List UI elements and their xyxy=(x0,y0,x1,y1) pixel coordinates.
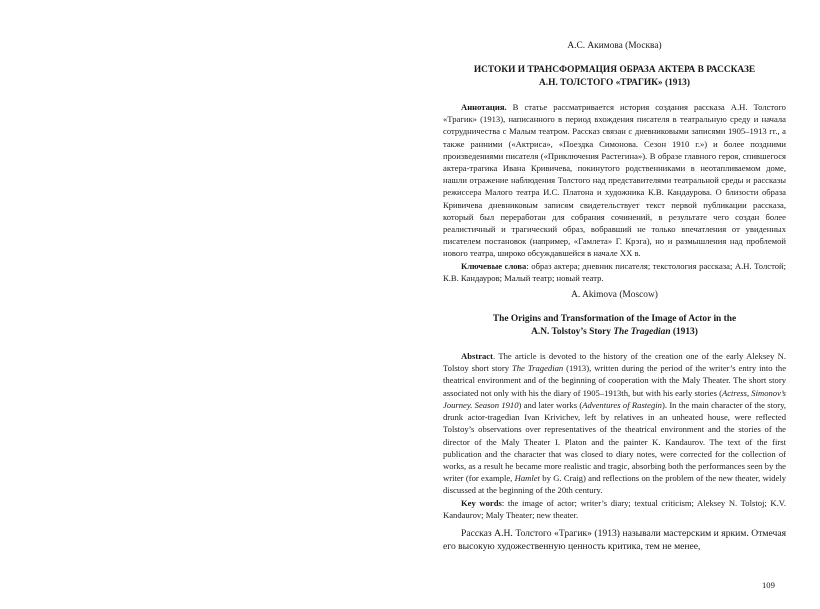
abstract-en-italic-2: Actress xyxy=(721,387,747,398)
abstract-en-text-5: ). In the main character of the story, drunk actor-tragedian Ivan Krivichev, left by relatives in an unheated house, were reflected Tolstoy’s observations over representatives of the theatrical environment and the stories of the director of the Maly Theater I. Platon and the painter K. Kandaurov. The text of the first publication and the character that was closed to diary notes, were corrected for the collection of works, as a result he became more realistic and tragic, absorbing both the performances seen by the writer (for example, xyxy=(443,399,786,484)
page-number: 109 xyxy=(762,580,775,590)
article-page xyxy=(443,40,786,554)
abstract-ru-text: В статье рассматривается история создания рассказа А.Н. Толстого «Трагик» (1913), написанного в период вхождения писателя в театральную среду и начала сотрудничества с Малым театром. Рассказ связан с дневниковыми записями 1905–1913 гг., а также ранними («Актриса», «Поездка Симонова. Сезон 1910 г.») и более поздними произведениями писателя («Приключения Растегина»). В образе главного героя, спившегося актера-трагика Ивана Кривичева, покинутого родственниками в неотапливаемом доме, нашли отражение наблюдения Толстого над представителями театральной среды и рассказы режиссера Малого театра И.С. Платона и художника К.В. Кандаурова. О близости образа Кривичева дневниковым записям свидетельствует текст первой публикации рассказа, который был переработан для собрания сочинений, в результате чего создан более реалистичный и трагический образ, вобравший не только впечатления от увиденных писателем постановок (например, «Гамлета» Г. Крэга), но и размышления над проблемой нового театра, широко обсуждавшейся в начале XX в. xyxy=(443,102,786,259)
title-ru-line2: А.Н. ТОЛСТОГО «ТРАГИК» (1913) xyxy=(539,77,690,88)
keywords-en xyxy=(443,497,786,521)
title-en-italic: The Tragedian xyxy=(613,326,671,337)
abstract-en-text-6: by G. Craig) and reflections on the problem of the new theater, widely discussed at the beginning of the 20th century. xyxy=(443,473,786,496)
abstract-en-text-4: ) and later works ( xyxy=(518,399,583,410)
abstract-ru xyxy=(443,101,786,260)
abstract-en-italic-1: The Tragedian xyxy=(511,363,564,374)
article-title-en xyxy=(443,313,786,338)
title-en-line2-suffix: (1913) xyxy=(670,326,698,337)
body-paragraph: Рассказ А.Н. Толстого «Трагик» (1913) называли мастерским и ярким. Отмечая его высокую художественную ценность критика, тем не менее, xyxy=(443,527,786,553)
title-en-line2-prefix: A.N. Tolstoy’s Story xyxy=(531,326,614,337)
abstract-en xyxy=(443,350,786,496)
abstract-en-italic-4: Adventures of Rastegin xyxy=(582,399,662,410)
abstract-en-text-2: (1913), written during the period of the writer’s entry into the theatrical environment and of the beginning of cooperation with the Maly Theater. The short story associated not only with his the diary of 1905–1913th, but with his early stories ( xyxy=(443,363,787,398)
title-en-line1: The Origins and Transformation of the Image of Actor in the xyxy=(492,314,737,325)
author-en: A. Akimova (Moscow) xyxy=(571,290,658,301)
keywords-ru-text: : образ актера; дневник писателя; текстология рассказа; А.Н. Толстой; К.В. Кандауров; Малый театр; новый театр. xyxy=(443,260,786,283)
author-ru: А.С. Акимова (Москва) xyxy=(567,41,662,51)
keywords-en-text: : the image of actor; writer’s diary; textual criticism; Aleksey N. Tolstoj; K.V. Kandaurov; Maly Theater; new theater. xyxy=(443,497,786,520)
abstract-en-text-1: . The article is devoted to the history of the creation one of the early Aleksey N. Tolstoy short story xyxy=(443,351,786,374)
abstract-en-text-3: , xyxy=(746,387,752,398)
abstract-ru-label: Аннотация. xyxy=(461,102,507,113)
article-title-ru xyxy=(443,64,786,89)
keywords-ru-label: Ключевые слова xyxy=(461,260,527,271)
abstract-en-italic-3: Simonov’s Journey. Season 1910 xyxy=(443,387,786,410)
keywords-ru xyxy=(443,260,786,284)
keywords-en-label: Key words xyxy=(461,497,502,508)
title-ru-line1: ИСТОКИ И ТРАНСФОРМАЦИЯ ОБРАЗА АКТЕРА В РАССКАЗЕ xyxy=(473,65,756,76)
abstract-en-label: Abstract xyxy=(461,351,493,362)
abstract-en-italic-5: Hamlet xyxy=(514,473,540,484)
